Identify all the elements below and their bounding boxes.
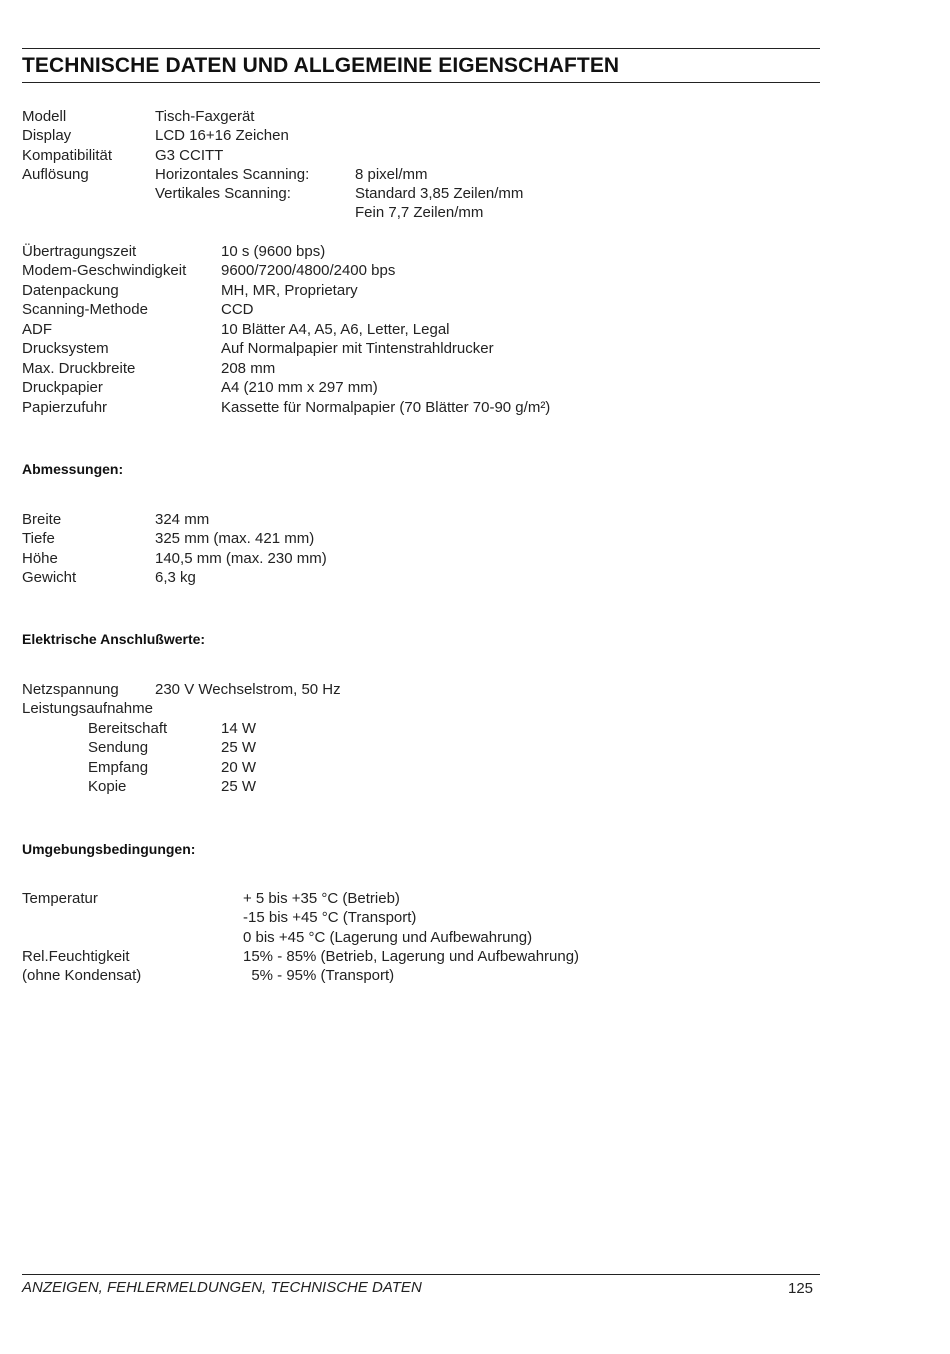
spec-value: -15 bis +45 °C (Transport) xyxy=(243,909,417,926)
spec-label: Drucksystem xyxy=(22,340,109,357)
spec-label: Leistungsaufnahme xyxy=(22,700,153,717)
section-heading-dimensions: Abmessungen: xyxy=(22,461,124,477)
spec-label: Scanning-Methode xyxy=(22,301,148,318)
spec-label: Temperatur xyxy=(22,890,98,907)
spec-label: Breite xyxy=(22,511,62,528)
spec-label: Rel.Feuchtigkeit xyxy=(22,948,130,965)
heading-underline xyxy=(22,82,820,83)
spec-value: 15% - 85% (Betrieb, Lagerung und Aufbewahrung) xyxy=(243,948,580,965)
spec-value: 25 W xyxy=(221,739,257,756)
spec-value: 324 mm xyxy=(155,511,210,528)
spec-label: Höhe xyxy=(22,550,58,567)
spec-value: 25 W xyxy=(221,778,257,795)
spec-value: 5% - 95% (Transport) xyxy=(243,967,395,984)
spec-value: + 5 bis +35 °C (Betrieb) xyxy=(243,890,400,907)
spec-label: Kompatibilität xyxy=(22,147,113,164)
spec-value: 10 Blätter A4, A5, A6, Letter, Legal xyxy=(221,321,450,338)
spec-extra: 8 pixel/mm xyxy=(355,166,428,183)
spec-sublabel: Empfang xyxy=(88,759,149,776)
section-heading-electrical: Elektrische Anschlußwerte: xyxy=(22,631,206,647)
spec-value: 230 V Wechselstrom, 50 Hz xyxy=(155,681,341,698)
page-number: 125 xyxy=(788,1280,814,1297)
spec-value: Vertikales Scanning: xyxy=(155,185,291,202)
spec-label: Gewicht xyxy=(22,569,77,586)
spec-value: Kassette für Normalpapier (70 Blätter 70-90 g/m²) xyxy=(221,399,551,416)
spec-label: Display xyxy=(22,127,72,144)
spec-label: Netzspannung xyxy=(22,681,119,698)
spec-value: 14 W xyxy=(221,720,257,737)
spec-value: MH, MR, Proprietary xyxy=(221,282,358,299)
spec-label: Datenpackung xyxy=(22,282,119,299)
spec-sublabel: Bereitschaft xyxy=(88,720,168,737)
spec-value: 9600/7200/4800/2400 bps xyxy=(221,262,396,279)
spec-value: 6,3 kg xyxy=(155,569,196,586)
spec-value: 140,5 mm (max. 230 mm) xyxy=(155,550,327,567)
spec-value: LCD 16+16 Zeichen xyxy=(155,127,289,144)
footer-section-title: ANZEIGEN, FEHLERMELDUNGEN, TECHNISCHE DATEN xyxy=(22,1279,422,1296)
spec-value: 0 bis +45 °C (Lagerung und Aufbewahrung) xyxy=(243,929,533,946)
spec-value: G3 CCITT xyxy=(155,147,224,164)
section-heading-environment: Umgebungsbedingungen: xyxy=(22,841,196,857)
spec-value: Auf Normalpapier mit Tintenstrahldrucker xyxy=(221,340,494,357)
spec-value: 10 s (9600 bps) xyxy=(221,243,326,260)
spec-label: (ohne Kondensat) xyxy=(22,967,142,984)
footer-rule xyxy=(22,1274,820,1275)
spec-label: Tiefe xyxy=(22,530,55,547)
spec-label: Übertragungszeit xyxy=(22,243,137,260)
spec-value: CCD xyxy=(221,301,254,318)
spec-extra: Fein 7,7 Zeilen/mm xyxy=(355,204,484,221)
spec-value: 20 W xyxy=(221,759,257,776)
spec-label: Modell xyxy=(22,108,67,125)
spec-label: ADF xyxy=(22,321,52,338)
spec-label: Auflösung xyxy=(22,166,89,183)
spec-value: Horizontales Scanning: xyxy=(155,166,310,183)
spec-value: 325 mm (max. 421 mm) xyxy=(155,530,315,547)
spec-sublabel: Kopie xyxy=(88,778,127,795)
spec-extra: Standard 3,85 Zeilen/mm xyxy=(355,185,524,202)
spec-value: Tisch-Faxgerät xyxy=(155,108,255,125)
spec-value: A4 (210 mm x 297 mm) xyxy=(221,379,378,396)
spec-label: Druckpapier xyxy=(22,379,103,396)
page-title: TECHNISCHE DATEN UND ALLGEMEINE EIGENSCHAFTEN xyxy=(22,54,620,77)
spec-label: Papierzufuhr xyxy=(22,399,108,416)
spec-label: Max. Druckbreite xyxy=(22,360,136,377)
top-rule xyxy=(22,48,820,49)
spec-label: Modem-Geschwindigkeit xyxy=(22,262,187,279)
spec-value: 208 mm xyxy=(221,360,276,377)
spec-sublabel: Sendung xyxy=(88,739,149,756)
